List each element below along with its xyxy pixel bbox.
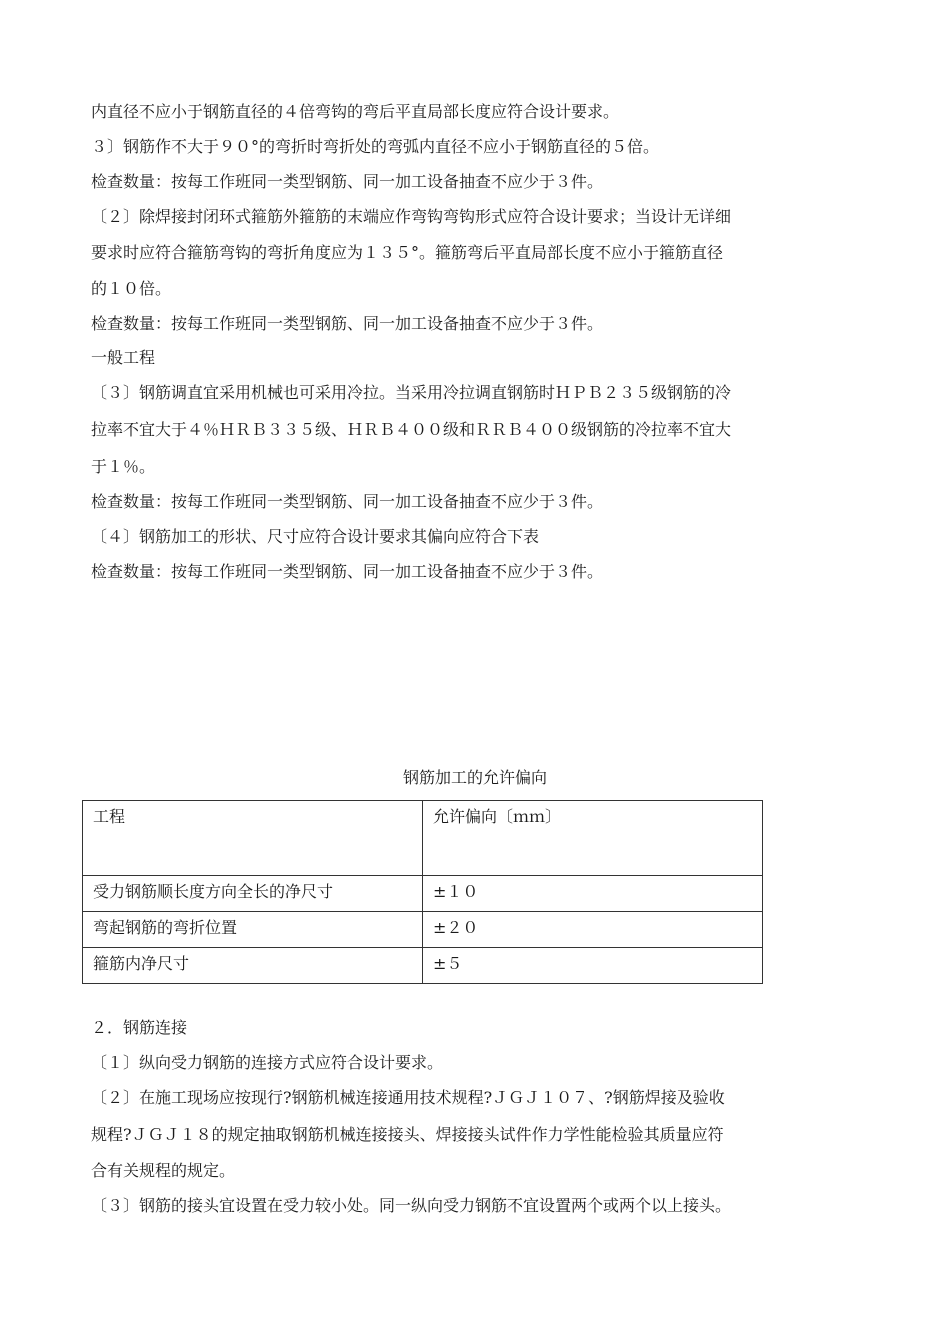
table-cell: ±５ (423, 948, 763, 984)
deviation-table (82, 800, 763, 984)
table-row (83, 876, 763, 912)
paragraph-line: 合有关规程的规定。 (91, 1161, 236, 1180)
table-header-cell: 允许偏向〔ｍｍ〕 (423, 801, 763, 876)
table-cell: ±１０ (423, 876, 763, 912)
paragraph-line: 要求时应符合箍筋弯钩的弯折角度应为１３５°。箍筋弯后平直局部长度不应小于箍筋直径 (91, 243, 724, 262)
paragraph-line: 检查数量：按每工作班同一类型钢筋、同一加工设备抽查不应少于３件。 (91, 492, 604, 511)
paragraph-line: 检查数量：按每工作班同一类型钢筋、同一加工设备抽查不应少于３件。 (91, 314, 604, 333)
paragraph-line: 〔３〕钢筋的接头宜设置在受力较小处。同一纵向受力钢筋不宜设置两个或两个以上接头。 (91, 1196, 732, 1215)
paragraph-line: 拉率不宜大于４％ＨＲＢ３３５级、ＨＲＢ４００级和ＲＲＢ４００级钢筋的冷拉率不宜大 (91, 420, 732, 439)
paragraph-line: ３〕钢筋作不大于９０°的弯折时弯折处的弯弧内直径不应小于钢筋直径的５倍。 (91, 137, 660, 156)
section-heading: 一般工程 (91, 348, 156, 367)
table-cell: 箍筋内净尺寸 (83, 948, 423, 984)
paragraph-line: 〔２〕在施工现场应按现行?钢筋机械连接通用技术规程?ＪＧＪ１０７、?钢筋焊接及验收 (91, 1088, 725, 1107)
table-caption: 钢筋加工的允许偏向 (402, 768, 547, 787)
paragraph-line: 内直径不应小于钢筋直径的４倍弯钩的弯后平直局部长度应符合设计要求。 (91, 102, 620, 121)
paragraph-line: 〔１〕纵向受力钢筋的连接方式应符合设计要求。 (91, 1053, 444, 1072)
paragraph-line: 〔２〕除焊接封闭环式箍筋外箍筋的末端应作弯钩弯钩形式应符合设计要求；当设计无详细 (91, 207, 732, 226)
table-cell: ±２０ (423, 912, 763, 948)
paragraph-line: 检查数量：按每工作班同一类型钢筋、同一加工设备抽查不应少于３件。 (91, 562, 604, 581)
paragraph-line: 〔４〕钢筋加工的形状、尺寸应符合设计要求其偏向应符合下表 (91, 527, 540, 546)
paragraph-line: 〔３〕钢筋调直宜采用机械也可采用冷拉。当采用冷拉调直钢筋时ＨＰＢ２３５级钢筋的冷 (91, 383, 732, 402)
section-heading: ２．钢筋连接 (91, 1018, 188, 1037)
paragraph-line: 规程?ＪＧＪ１８的规定抽取钢筋机械连接接头、焊接接头试件作力学性能检验其质量应符 (91, 1125, 724, 1144)
paragraph-line: 检查数量：按每工作班同一类型钢筋、同一加工设备抽查不应少于３件。 (91, 172, 604, 191)
table-header-cell: 工程 (83, 801, 423, 876)
table-row (83, 948, 763, 984)
table-cell: 弯起钢筋的弯折位置 (83, 912, 423, 948)
table-header-row (83, 801, 763, 876)
table-row (83, 912, 763, 948)
paragraph-line: 的１０倍。 (91, 279, 172, 298)
table-cell: 受力钢筋顺长度方向全长的净尺寸 (83, 876, 423, 912)
paragraph-line: 于１％。 (91, 457, 156, 476)
